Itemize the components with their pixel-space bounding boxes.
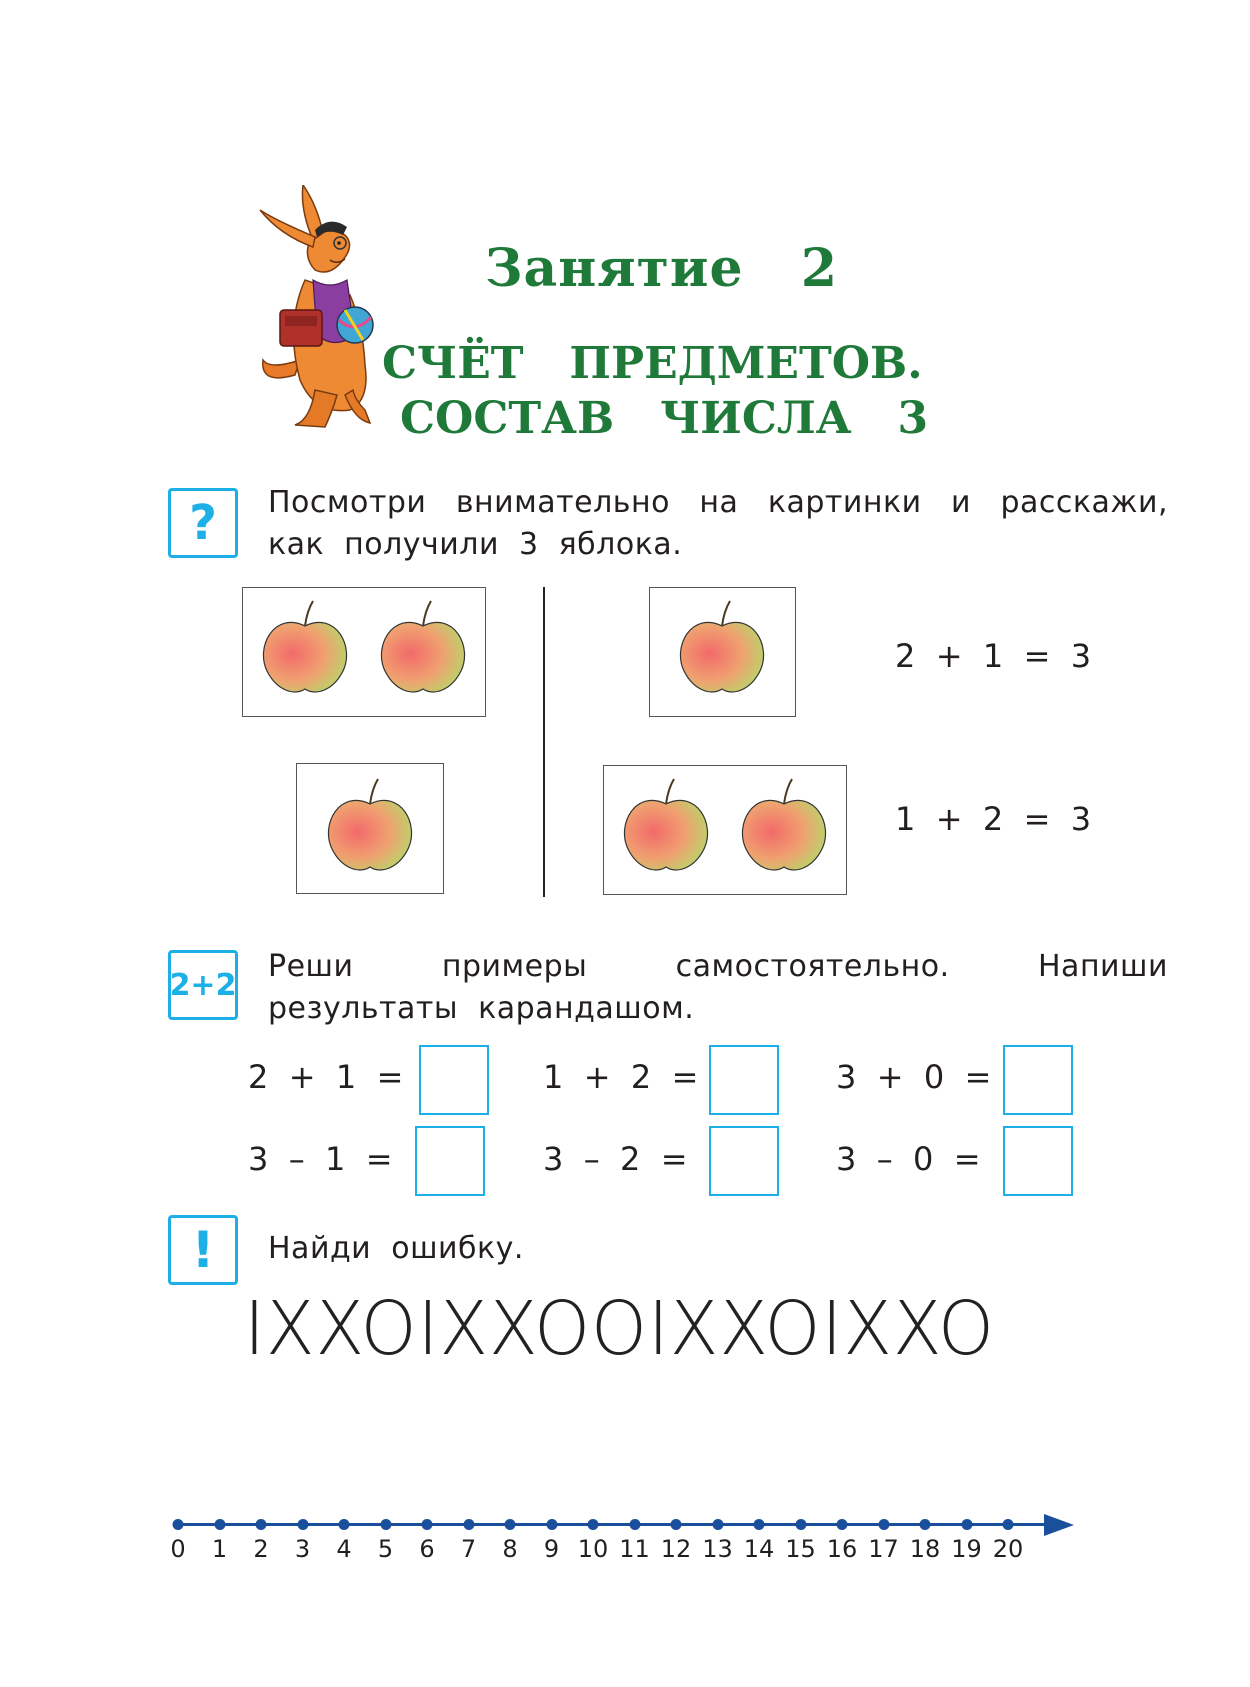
number-line-point [256,1519,267,1530]
kangaroo-mascot-illustration [255,185,395,430]
apple-box-one-top [649,587,796,717]
apple-box-two-top [242,587,486,717]
number-line-point [920,1519,931,1530]
task1-instruction: Посмотри внимательно на картинки и расскажи, как получили 3 яблока. [268,485,1168,562]
task3-instruction: Найди ошибку. [268,1231,524,1266]
symbol-sequence: IXXOIXXOOIXXOIXXO [244,1286,995,1372]
answer-box-3[interactable] [1003,1045,1073,1115]
number-line-point [837,1519,848,1530]
apple-box-two-bottom [603,765,847,895]
number-line-label: 1 [211,1535,228,1563]
apple-box-one-bottom [296,763,444,894]
number-line-label: 9 [543,1535,560,1563]
number-line-label: 14 [743,1535,775,1563]
number-line-point [173,1519,184,1530]
answer-box-6[interactable] [1003,1126,1073,1196]
number-line-label: 18 [909,1535,941,1563]
example-1-plus-2: 1 + 2 = [543,1058,699,1096]
number-line-label: 11 [619,1535,650,1563]
number-line-point [671,1519,682,1530]
example-3-plus-0: 3 + 0 = [836,1058,992,1096]
one-apple-image [297,764,442,892]
exclamation-mark-glyph: ! [191,1221,215,1279]
task2-instruction: Реши примеры самостоятельно. Напиши результаты карандашом. [268,949,1168,1026]
number-line-label: 19 [951,1535,982,1563]
number-line-label: 6 [419,1535,435,1563]
answer-box-4[interactable] [415,1126,485,1196]
number-line-point [961,1519,972,1530]
number-line-label: 20 [992,1535,1024,1563]
number-line-point [754,1519,765,1530]
example-3-minus-1: 3 – 1 = [248,1140,393,1178]
question-mark-glyph: ? [189,495,217,551]
number-line-label: 0 [170,1535,186,1563]
number-line-label: 12 [660,1535,692,1563]
number-line-point [463,1519,474,1530]
number-line-point [380,1519,391,1530]
number-line-point [214,1519,225,1530]
number-line-point [878,1519,889,1530]
example-3-minus-2: 3 – 2 = [543,1140,688,1178]
two-plus-two-glyph: 2+2 [169,967,237,1003]
number-line-label: 8 [502,1535,518,1563]
answer-box-5[interactable] [709,1126,779,1196]
number-line-point [297,1519,308,1530]
number-line-point [629,1519,640,1530]
equation-result-2: 1 + 2 = 3 [895,800,1092,838]
two-apples-image [604,766,845,893]
number-line-label: 5 [377,1535,394,1563]
number-line-point [795,1519,806,1530]
topic-title-line1: СЧЁТ ПРЕДМЕТОВ. [382,338,923,389]
number-line-label: 7 [460,1535,477,1563]
number-line-point [1003,1519,1014,1530]
exclamation-task-icon [168,1215,238,1285]
number-line-point [546,1519,557,1530]
equation-result-1: 2 + 1 = 3 [895,637,1092,675]
number-line-point [712,1519,723,1530]
example-3-minus-0: 3 – 0 = [836,1140,981,1178]
question-task-icon [168,488,238,558]
number-line-label: 13 [702,1535,733,1563]
number-line-label: 4 [336,1535,352,1563]
number-line-label: 10 [577,1535,609,1563]
lesson-title: Занятие 2 [485,238,839,299]
number-line-label: 2 [253,1535,269,1563]
one-apple-image [650,588,794,715]
number-line-label: 16 [826,1535,858,1563]
answer-box-1[interactable] [419,1045,489,1115]
number-line-point [505,1519,516,1530]
answer-box-2[interactable] [709,1045,779,1115]
two-apples-image [243,588,484,715]
arrow-right-icon [1044,1514,1074,1536]
divider-line [543,587,545,897]
number-line-point [339,1519,350,1530]
number-line-label: 3 [294,1535,311,1563]
number-line-label: 15 [785,1535,816,1563]
number-line-point [588,1519,599,1530]
example-2-plus-1: 2 + 1 = [248,1058,404,1096]
number-line-label: 17 [868,1535,899,1563]
number-line-point [422,1519,433,1530]
topic-title-line2: СОСТАВ ЧИСЛА 3 [400,393,929,444]
examples-task-icon [168,950,238,1020]
